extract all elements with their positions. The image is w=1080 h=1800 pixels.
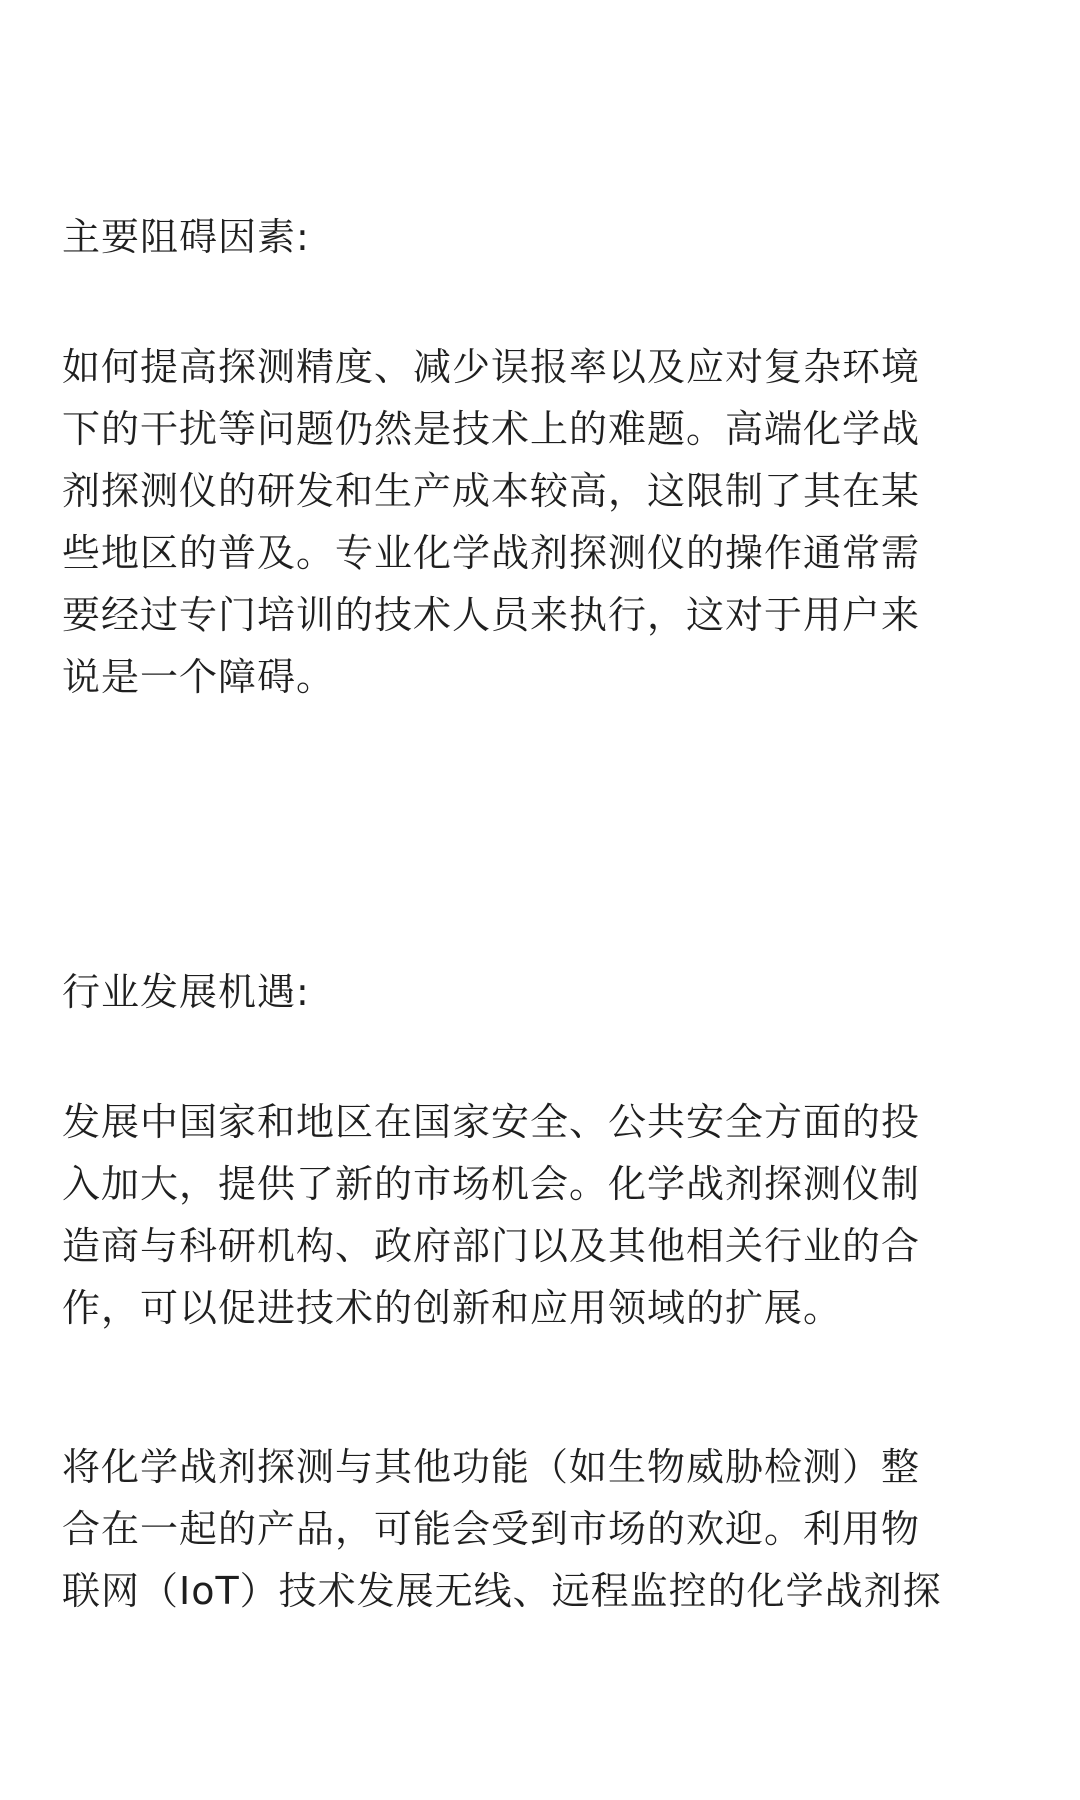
text-line: 些地区的普及。专业化学战剂探测仪的操作通常需 bbox=[62, 531, 921, 575]
paragraph-opportunities-2 bbox=[62, 1436, 942, 1622]
text-line: 联网（IoT）技术发展无线、远程监控的化学战剂探 bbox=[62, 1569, 942, 1613]
text-line: 将化学战剂探测与其他功能（如生物威胁检测）整 bbox=[62, 1445, 921, 1489]
text-line: 下的干扰等问题仍然是技术上的难题。高端化学战 bbox=[62, 407, 921, 451]
paragraph-obstacles bbox=[62, 336, 920, 708]
text-line: 作，可以促进技术的创新和应用领域的扩展。 bbox=[62, 1286, 843, 1330]
text-line: 剂探测仪的研发和生产成本较高，这限制了其在某 bbox=[62, 469, 921, 513]
text-line: 合在一起的产品，可能会受到市场的欢迎。利用物 bbox=[62, 1507, 921, 1551]
paragraph-opportunities-1 bbox=[62, 1091, 920, 1339]
text-line: 入加大，提供了新的市场机会。化学战剂探测仪制 bbox=[62, 1162, 921, 1206]
text-line: 要经过专门培训的技术人员来执行，这对于用户来 bbox=[62, 593, 921, 637]
section-heading-obstacles: 主要阻碍因素: bbox=[62, 215, 310, 259]
text-line: 说是一个障碍。 bbox=[62, 655, 336, 699]
section-heading-opportunities: 行业发展机遇: bbox=[62, 970, 310, 1014]
text-line: 如何提高探测精度、减少误报率以及应对复杂环境 bbox=[62, 345, 921, 389]
text-line: 造商与科研机构、政府部门以及其他相关行业的合 bbox=[62, 1224, 921, 1268]
text-line: 发展中国家和地区在国家安全、公共安全方面的投 bbox=[62, 1100, 921, 1144]
